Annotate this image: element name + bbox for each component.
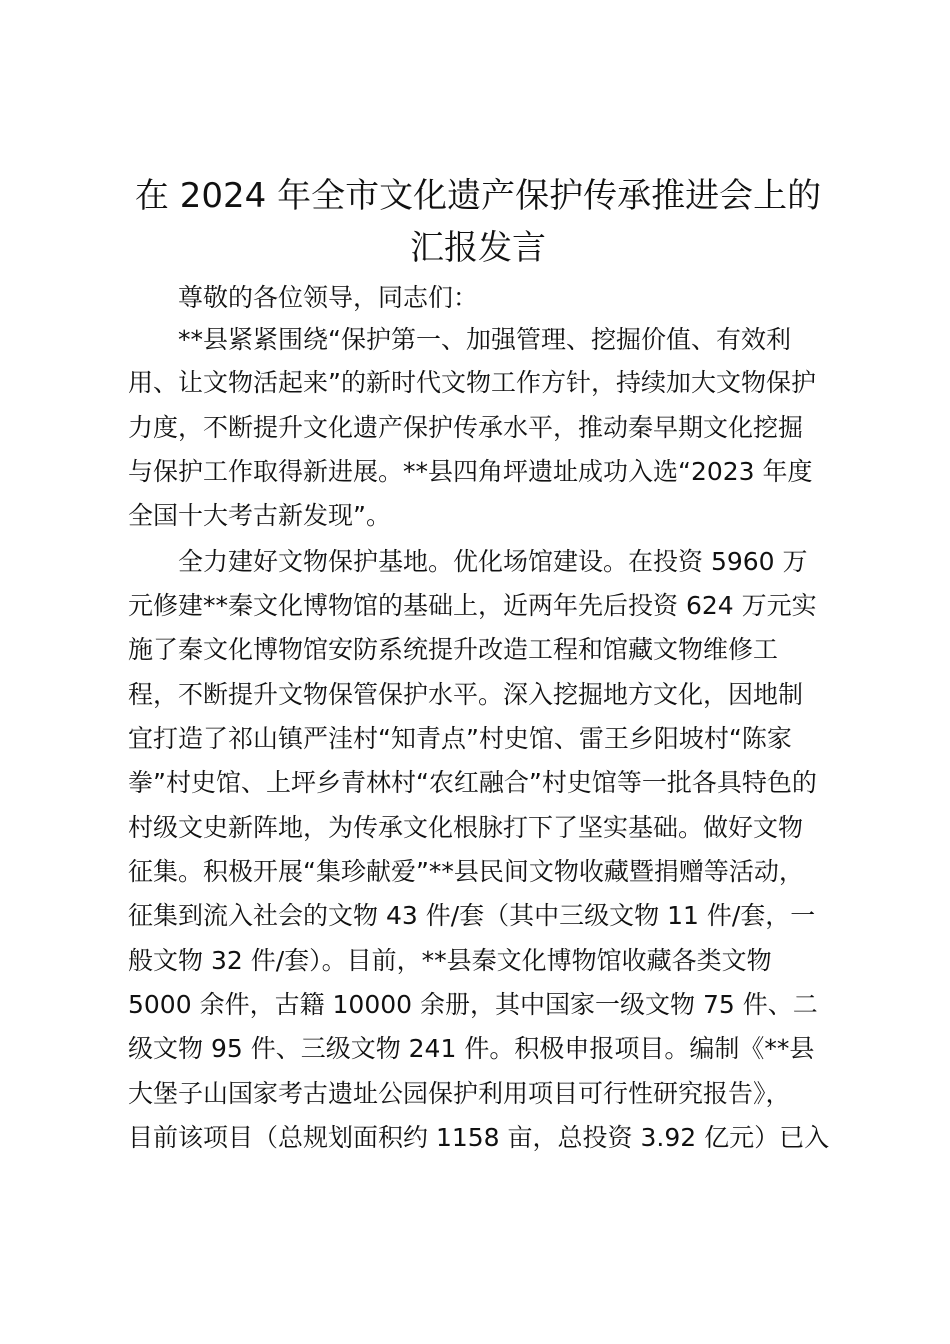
paragraph-2-line: 村级文史新阵地，为传承文化根脉打下了坚实基础。做好文物 (128, 813, 804, 842)
paragraph-2-line: 全力建好文物保护基地。优化场馆建设。在投资 5960 万 (178, 547, 808, 576)
paragraph-2-line: 般文物 32 件/套）。目前，**县秦文化博物馆收藏各类文物 (128, 946, 772, 975)
paragraph-2-line: 拳”村史馆、上坪乡青林村“农红融合”村史馆等一批各具特色的 (128, 768, 817, 797)
paragraph-2-line: 元修建**秦文化博物馆的基础上，近两年先后投资 624 万元实 (128, 591, 817, 620)
paragraph-2-line: 征集。积极开展“集珍献爱”**县民间文物收藏暨捐赠等活动， (128, 857, 804, 886)
paragraph-2-line: 程，不断提升文物保管保护水平。深入挖掘地方文化，因地制 (128, 680, 804, 709)
paragraph-2-line: 施了秦文化博物馆安防系统提升改造工程和馆藏文物维修工 (128, 635, 779, 664)
paragraph-2-line: 5000 余件，古籍 10000 余册，其中国家一级文物 75 件、二 (128, 990, 818, 1019)
paragraph-1-line: 力度，不断提升文化遗产保护传承水平，推动秦早期文化挖掘 (128, 413, 804, 442)
paragraph-2-line: 目前该项目（总规划面积约 1158 亩，总投资 3.92 亿元）已入 (128, 1123, 830, 1152)
document-title (118, 170, 838, 274)
paragraph-1-line: **县紧紧围绕“保护第一、加强管理、挖掘价值、有效利 (178, 325, 791, 354)
paragraph-2-line: 宜打造了祁山镇严洼村“知青点”村史馆、雷王乡阳坡村“陈家 (128, 724, 792, 753)
greeting: 尊敬的各位领导，同志们： (178, 283, 479, 312)
paragraph-1-line: 用、让文物活起来”的新时代文物工作方针，持续加大文物保护 (128, 368, 816, 397)
paragraph-1-line: 全国十大考古新发现”。 (128, 501, 391, 530)
paragraph-1-line: 与保护工作取得新进展。**县四角坪遗址成功入选“2023 年度 (128, 457, 813, 486)
paragraph-2-line: 级文物 95 件、三级文物 241 件。积极申报项目。编制《**县 (128, 1034, 815, 1063)
paragraph-2-line: 征集到流入社会的文物 43 件/套（其中三级文物 11 件/套，一 (128, 901, 816, 930)
paragraph-2-line: 大堡子山国家考古遗址公园保护利用项目可行性研究报告》， (128, 1079, 791, 1108)
title-line-2: 汇报发言 (410, 228, 546, 268)
title-line-1: 在 2024 年全市文化遗产保护传承推进会上的 (134, 176, 822, 216)
